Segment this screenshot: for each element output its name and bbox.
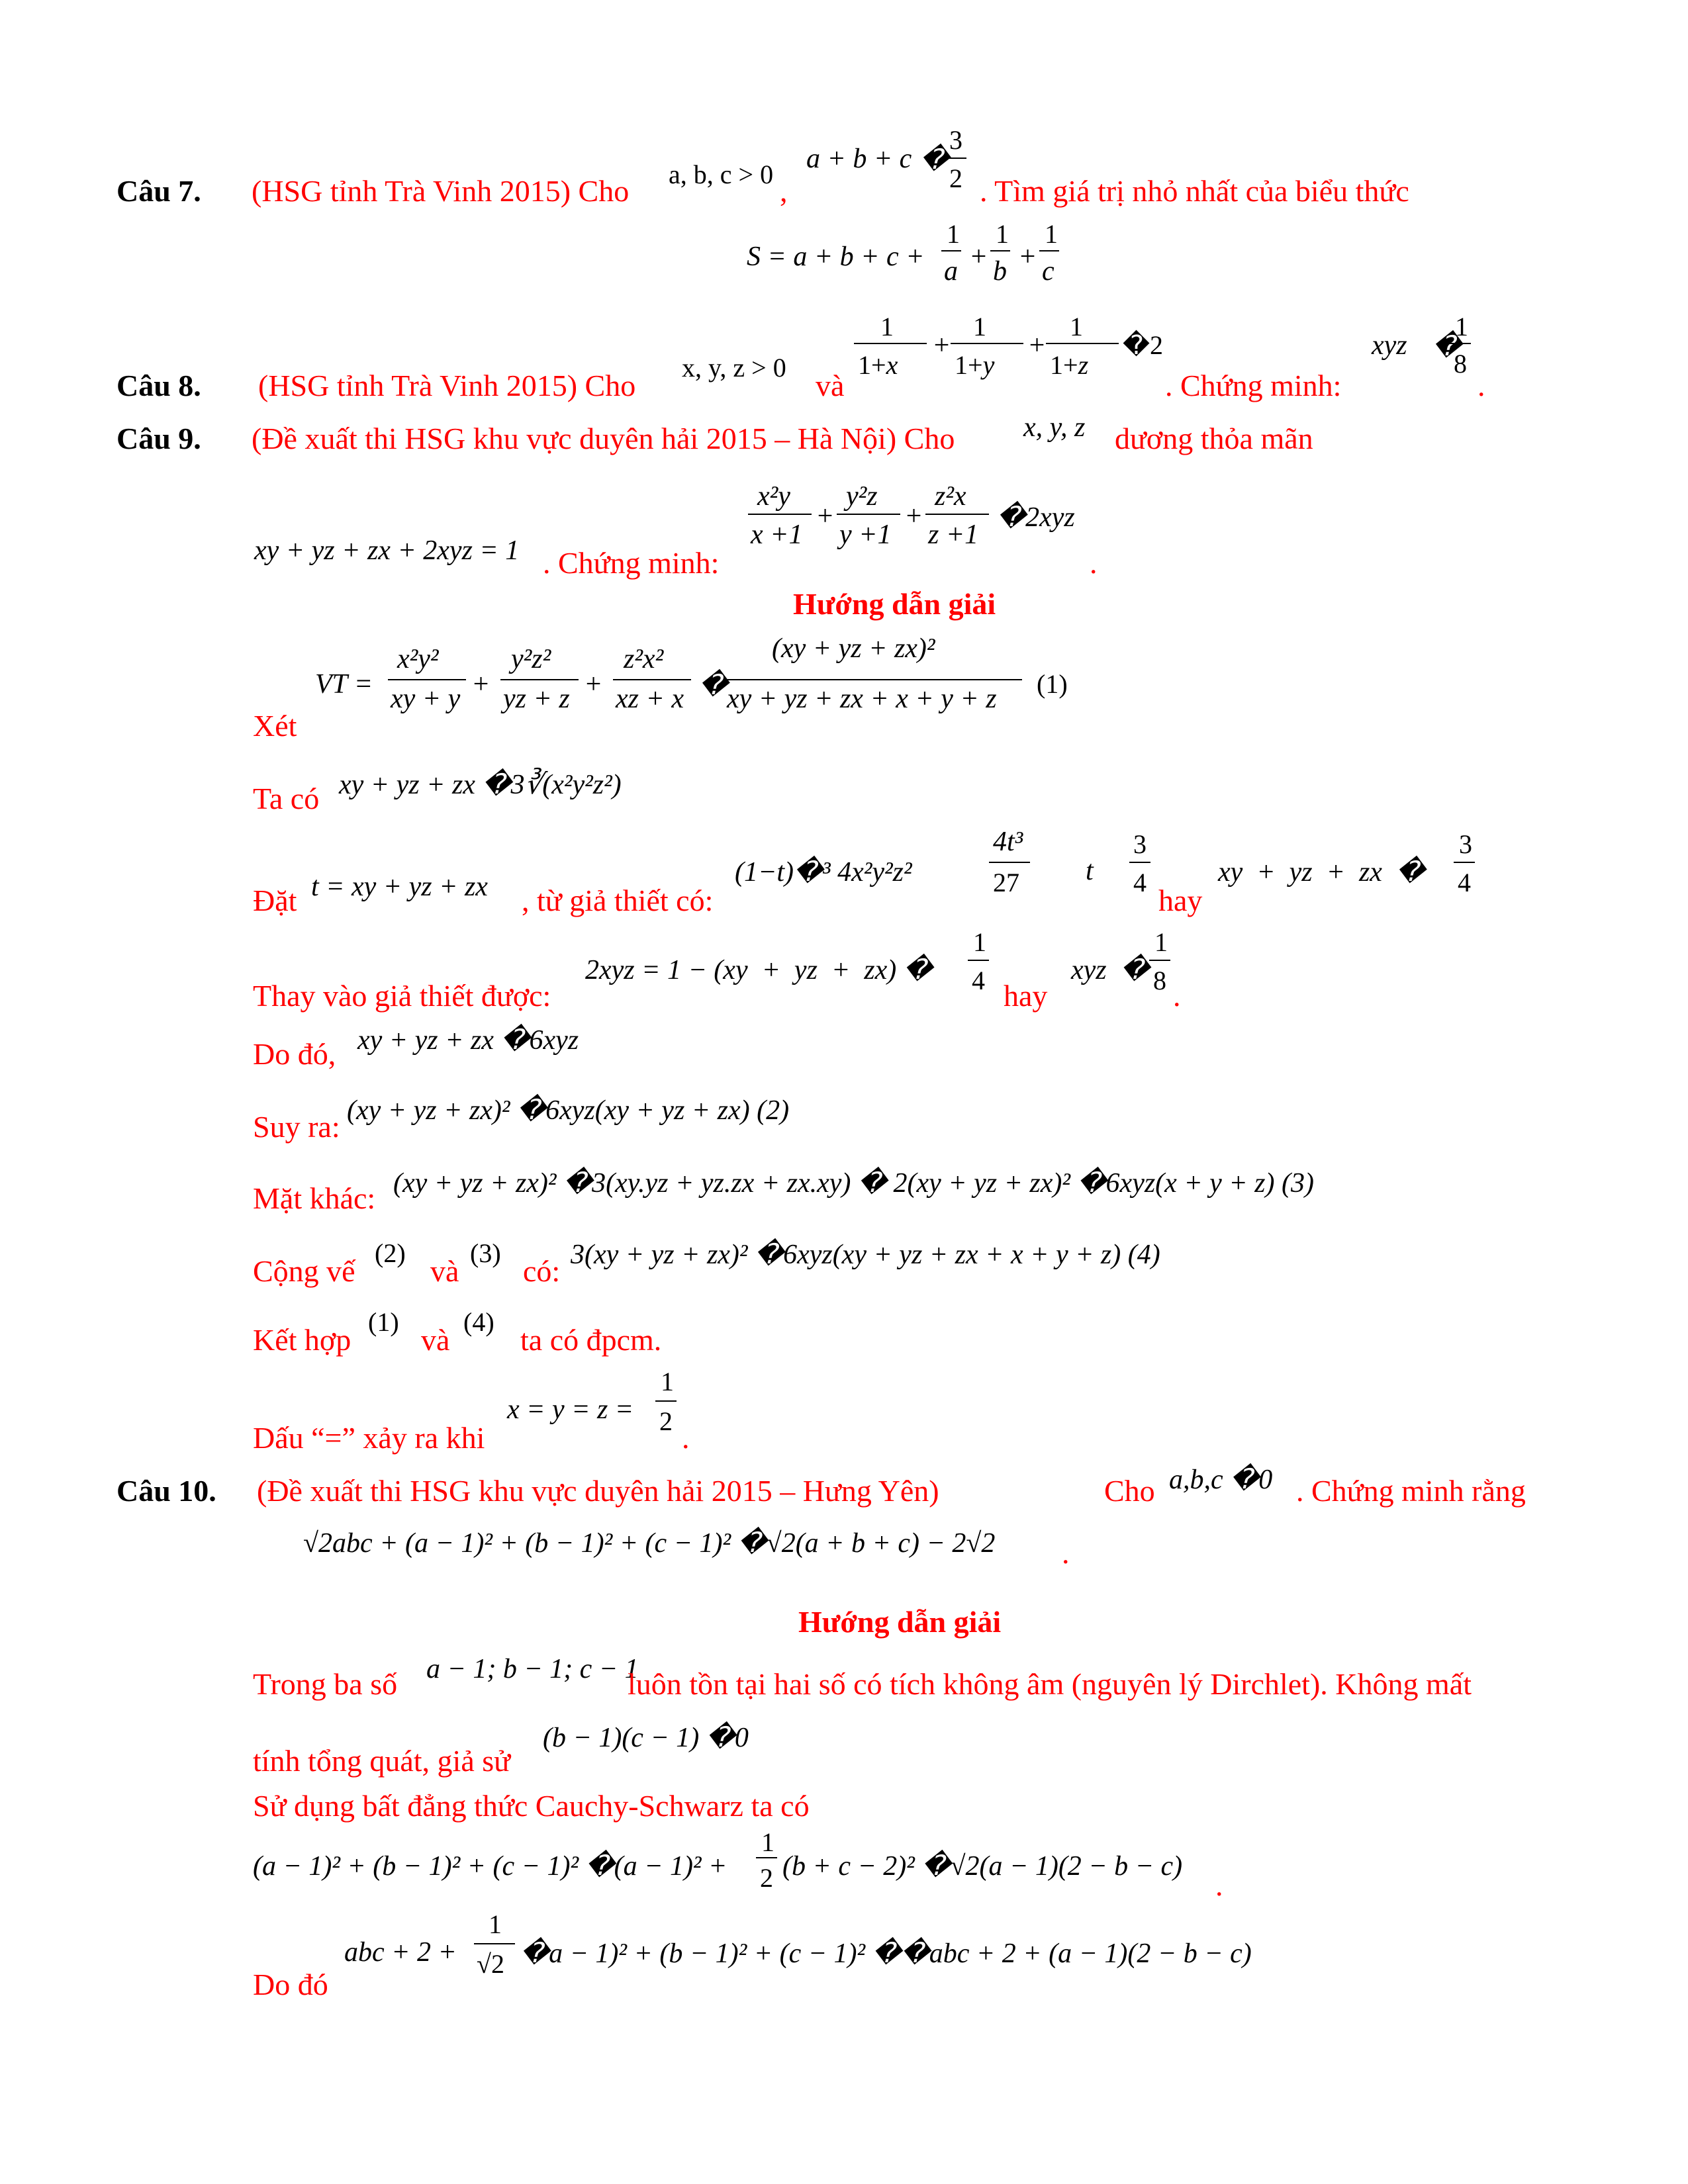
q9-line-congve-co: có:: [523, 1254, 561, 1288]
q9-solution-title: Hướng dẫn giải: [793, 587, 996, 621]
q9-line-dau-math: x = y = z = 1 2: [507, 1363, 692, 1449]
q9-line-thay-math: 2xyz = 1 − (xy + yz + zx) � 1 4: [585, 927, 1009, 1013]
q7-condition-positive: a, b, c > 0: [669, 159, 774, 189]
q9-line-dat-math2: (1−t)�³ 4x²y²z² 4t³ 27 t 3 4: [735, 826, 1158, 912]
q9-line-thay-label: Thay vào giả thiết được:: [253, 979, 551, 1013]
q7-comma: ,: [780, 174, 788, 208]
q9-line-taco-math: xy + yz + zx �3∛(x²y²z²): [339, 770, 622, 800]
q10-p1-start: Trong ba số: [253, 1667, 398, 1701]
q8-condition-positive: x, y, z > 0: [682, 353, 786, 383]
q9-line-taco-label: Ta có: [253, 782, 320, 815]
q9-line-dodo-label: Do đó,: [253, 1037, 336, 1071]
q10-ineq2: abc + 2 + 1 √2 �a − 1)² + (b − 1)² + (c − 1)² ��abc + 2 + (a − 1)(2 − b − c): [344, 1909, 1252, 1979]
q9-source: (Đề xuất thi HSG khu vực duyên hải 2015 – Hà Nội) Cho: [252, 422, 955, 455]
q9-line-dat-math: t = xy + yz + zx: [311, 872, 488, 902]
q9-line-kethop-ref1: (1): [368, 1307, 399, 1337]
q10-number: Câu 10.: [117, 1474, 216, 1508]
q9-line-xet-math: VT = x²y² xy + y + y²z² yz + z + z²x² xz + x � (xy + yz + zx)² xy + yz + zx + x + y + z (1): [315, 633, 1068, 714]
q9-line-thay-math2: xyz � 1 8: [1071, 927, 1203, 1013]
q10-dot: .: [1062, 1536, 1070, 1570]
q8-source: (HSG tỉnh Trà Vinh 2015) Cho: [258, 369, 636, 402]
q8-target: xyz � 1 8: [1372, 311, 1497, 390]
q9-positive: dương thỏa mãn: [1115, 422, 1313, 455]
q10-condition: a,b,c �0: [1169, 1465, 1273, 1495]
q10-cho: Cho: [1104, 1474, 1155, 1508]
q7-source: (HSG tỉnh Trà Vinh 2015) Cho: [252, 174, 630, 208]
q10-ineq-dot: .: [1215, 1868, 1223, 1902]
q10-dodo: Do đó: [253, 1968, 328, 2001]
q9-line-suyra-math: (xy + yz + zx)² �6xyz(xy + yz + zx) (2): [347, 1095, 790, 1126]
q7-number: Câu 7.: [117, 174, 201, 208]
q9-line-dat-mid: , từ giả thiết có:: [522, 884, 714, 917]
q9-target: x²y x +1 + y²z y +1 + z²x z +1 �2xyz: [748, 480, 1119, 567]
q9-line-congve-and: và: [430, 1254, 459, 1288]
q9-line-kethop-ref2: (4): [463, 1307, 494, 1337]
q9-line-kethop-label: Kết hợp: [253, 1323, 352, 1357]
q10-prove: . Chứng minh rằng: [1296, 1474, 1526, 1508]
q9-line-matkhac-label: Mặt khác:: [253, 1181, 376, 1215]
q9-line-kethop-and: và: [421, 1323, 450, 1357]
q10-p1-end: luôn tồn tại hai số có tích không âm (nguyên lý Dirchlet). Không mất: [628, 1667, 1472, 1701]
q8-dot: .: [1477, 369, 1485, 402]
q9-line-suyra-label: Suy ra:: [253, 1110, 340, 1144]
q9-line-dat-label: Đặt: [253, 884, 297, 917]
q9-variables: x, y, z: [1023, 412, 1086, 443]
q9-line-dau-label: Dấu “=” xảy ra khi: [253, 1421, 485, 1455]
q7-task: . Tìm giá trị nhỏ nhất của biểu thức: [980, 174, 1409, 208]
q8-prove: . Chứng minh:: [1165, 369, 1342, 402]
q10-source: (Đề xuất thi HSG khu vực duyên hải 2015 – Hưng Yên): [257, 1474, 939, 1508]
q9-prove: . Chứng minh:: [543, 546, 720, 580]
q9-line-dodo-math: xy + yz + zx �6xyz: [357, 1025, 579, 1056]
q9-line-congve-ref1: (2): [375, 1238, 406, 1268]
q10-solution-title: Hướng dẫn giải: [798, 1605, 1002, 1639]
q10-p1-math: a − 1; b − 1; c − 1: [426, 1654, 639, 1684]
q9-line-dau-dot: .: [682, 1421, 690, 1455]
q9-line-thay-dot: .: [1173, 979, 1181, 1013]
q10-p2-math: (b − 1)(c − 1) �0: [543, 1723, 749, 1753]
q9-condition: xy + yz + zx + 2xyz = 1: [254, 535, 520, 566]
q9-dot: .: [1090, 546, 1098, 580]
q9-line-congve-math: 3(xy + yz + zx)² �6xyz(xy + yz + zx + x + y + z) (4): [571, 1240, 1160, 1270]
q9-line-matkhac-math: (xy + yz + zx)² �3(xy.yz + yz.zx + zx.xy) � 2(xy + yz + zx)² �6xyz(x + y + z) (3): [393, 1168, 1314, 1199]
q7-condition-sum: a + b + c � 3 2: [806, 124, 965, 204]
q10-formula: √2abc + (a − 1)² + (b − 1)² + (c − 1)² �√2(a + b + c) − 2√2: [303, 1528, 996, 1559]
q9-line-kethop-tail: ta có đpcm.: [520, 1323, 662, 1357]
q9-line-dat-math3: xy + yz + zx � 3 4: [1218, 826, 1496, 912]
q7-objective-formula: S = a + b + c + 1 a + 1 b + 1 c: [747, 219, 1058, 287]
q9-line-dat-hay: hay: [1158, 884, 1203, 917]
q9-number: Câu 9.: [117, 422, 201, 455]
q10-p3: Sử dụng bất đẳng thức Cauchy-Schwarz ta có: [253, 1789, 810, 1823]
q9-line-congve-label: Cộng vế: [253, 1254, 355, 1288]
q8-and: và: [816, 369, 845, 402]
q8-condition-sum: 1 1+x + 1 1+y + 1 1+z �2: [854, 311, 1158, 390]
q10-ineq: (a − 1)² + (b − 1)² + (c − 1)² �(a − 1)² + 1 2 (b + c − 2)² �√2(a − 1)(2 − b − c): [253, 1827, 1183, 1893]
q8-number: Câu 8.: [117, 369, 201, 402]
q9-line-congve-ref2: (3): [470, 1238, 501, 1268]
q9-line-thay-hay: hay: [1004, 979, 1048, 1013]
q10-p2-start: tính tổng quát, giả sử: [253, 1744, 511, 1778]
q9-line-xet-label: Xét: [253, 709, 297, 743]
